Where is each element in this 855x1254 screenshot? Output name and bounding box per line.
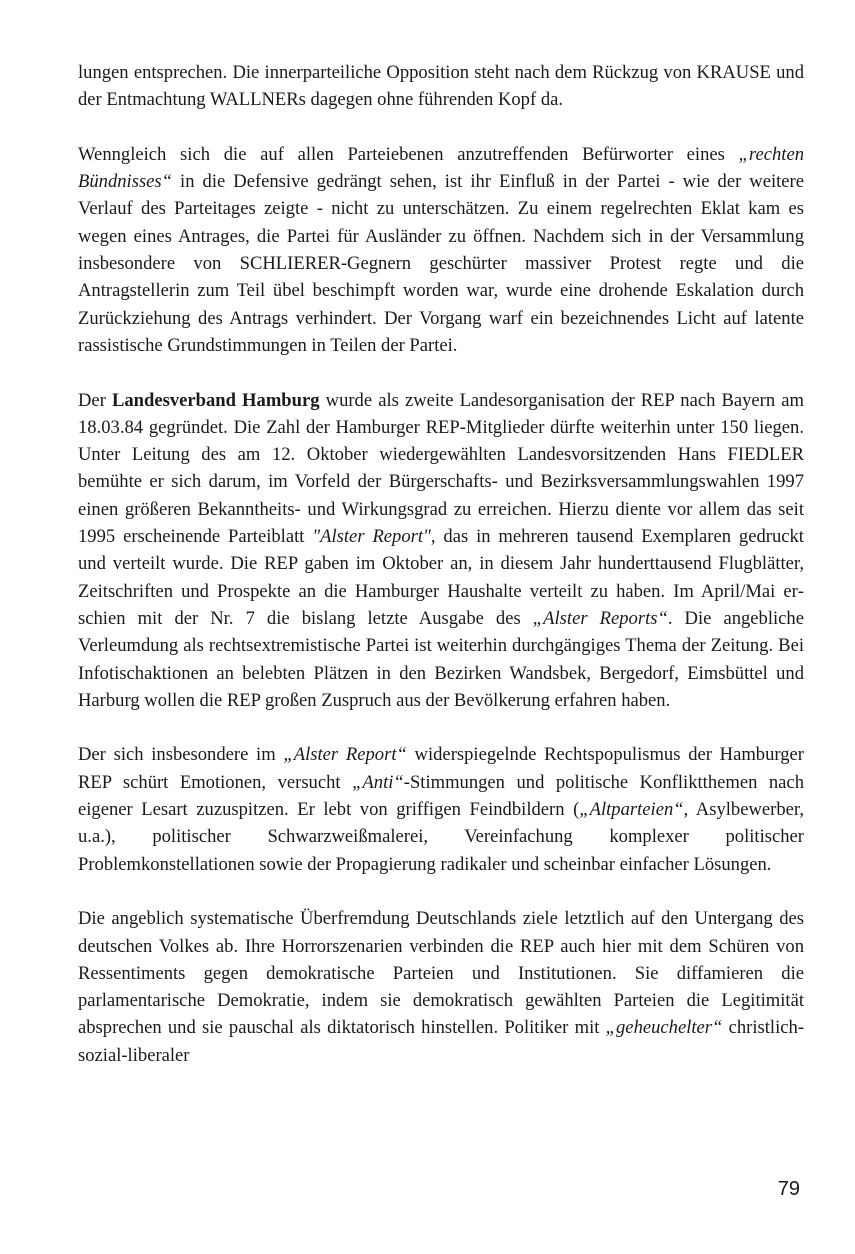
text-segment: in die Defensive gedrängt sehen, ist ihr Einfluß in der Partei - wie der weitere Verlauf des Parteitages zeigte - nicht zu unterschätzen. Zu einem regelrechten Eklat kam es wegen eines Antrages, die Partei für Ausländer zu öffnen. Nachdem sich in der Versammlung insbesondere von SCHLIERER-Gegnern geschürter massiver Protest regte und die Antragstellerin zum Teil übel beschimpft worden war, wurde eine drohende Eskalation durch Zurückziehung des Antrags verhindert. Der Vorgang warf ein bezeichnendes Licht auf latente rassistische Grundstimmungen in Teilen der Partei.	[78, 171, 804, 356]
italic-title: „Alster Reports“	[532, 607, 668, 629]
paragraph-landesverband-hamburg	[78, 387, 804, 715]
document-body	[78, 59, 804, 1069]
paragraph-rechtes-buendnis	[78, 141, 804, 359]
italic-quote: „Altparteien“	[579, 799, 684, 821]
italic-quote: „rechten Bündnisses“	[78, 143, 804, 193]
text-segment: christlich-sozial-liberaler	[78, 1017, 805, 1066]
text-segment: -Stimmungen und politische Konfliktthemen nach eigener Lesart zuzuspitzen. Er lebt von griffigen Feindbildern (	[78, 771, 804, 821]
paragraph-ueberfremdung	[78, 905, 804, 1069]
text-segment: Der sich insbesondere im	[78, 744, 284, 766]
paragraph-opposition	[78, 59, 804, 114]
text-segment: lungen entsprechen. Die innerparteiliche Opposition steht nach dem Rückzug von KRAUSE und der Entmachtung WALLNERs dagegen ohne führenden Kopf da.	[78, 62, 804, 111]
text-segment: , das in mehreren tausend Exemplaren gedruckt und verteilt wurde. Die REP gaben im Oktober an, in diesem Jahr hunderttausend Flugblätter, Zeitschriften und Prospekte an die Hamburger Haushalte verteilt zu haben. Im April/Mai erschien mit der Nr. 7 die bislang letzte Ausgabe des	[78, 526, 804, 629]
italic-quote: „geheuchelter“	[605, 1017, 723, 1039]
paragraph-rechtspopulismus	[78, 741, 804, 877]
italic-title: "Alster Report"	[312, 526, 431, 548]
italic-title: „Alster Report“	[283, 744, 407, 766]
text-segment: widerspiegelnde Rechtspopulismus der Hamburger REP schürt Emotionen, versucht	[78, 744, 804, 793]
text-segment: Der	[78, 389, 112, 411]
text-segment: Die angeblich systematische Überfremdung Deutschlands ziele letztlich auf den Untergang des deutschen Volkes ab. Ihre Horrorszenarien verbinden die REP auch hier mit dem Schüren von Ressentiments gegen demokratische Parteien und Institutionen. Sie diffamieren die parlamentarische Demokratie, indem sie demokratisch gewählten Parteien die Legitimität absprechen und sie pauschal als diktatorisch hinstellen. Politiker mit	[78, 908, 804, 1039]
text-segment: . Die angebliche Verleumdung als rechtsextremistische Partei ist weiterhin durchgängiges Thema der Zeitung. Bei Infotischaktionen an belebten Plätzen in den Bezirken Wandsbek, Bergedorf, Eimsbüttel und Harburg wollen die REP großen Zuspruch aus der Bevölkerung erfahren haben.	[78, 607, 804, 711]
text-segment: Wenngleich sich die auf allen Parteiebenen anzutreffenden Befürworter eines	[78, 143, 739, 165]
bold-heading-term: Landesverband Hamburg	[111, 389, 320, 411]
text-segment: , Asylbewerber, u.a.), politischer Schwarzweißmalerei, Vereinfachung komplexer politischer Problemkonstellationen sowie der Propagierung radikaler und scheinbar einfacher Lösungen.	[78, 799, 804, 875]
page-number: 79	[777, 1178, 800, 1200]
text-segment: wurde als zweite Landesorganisation der REP nach Bayern am 18.03.84 gegründet. Die Zahl der Hamburger REP-Mitglieder dürfte weiterhin unter 150 liegen. Unter Leitung des am 12. Oktober wiedergewählten Landesvorsitzenden Hans FIEDLER bemühte er sich darum, im Vorfeld der Bürgerschafts- und Bezirksversammlungswahlen 1997 einen größeren Bekanntheits- und Wirkungsgrad zu erreichen. Hierzu diente vor allem das seit 1995 erscheinende Parteiblatt	[78, 389, 804, 548]
italic-quote: „Anti“	[352, 771, 404, 793]
